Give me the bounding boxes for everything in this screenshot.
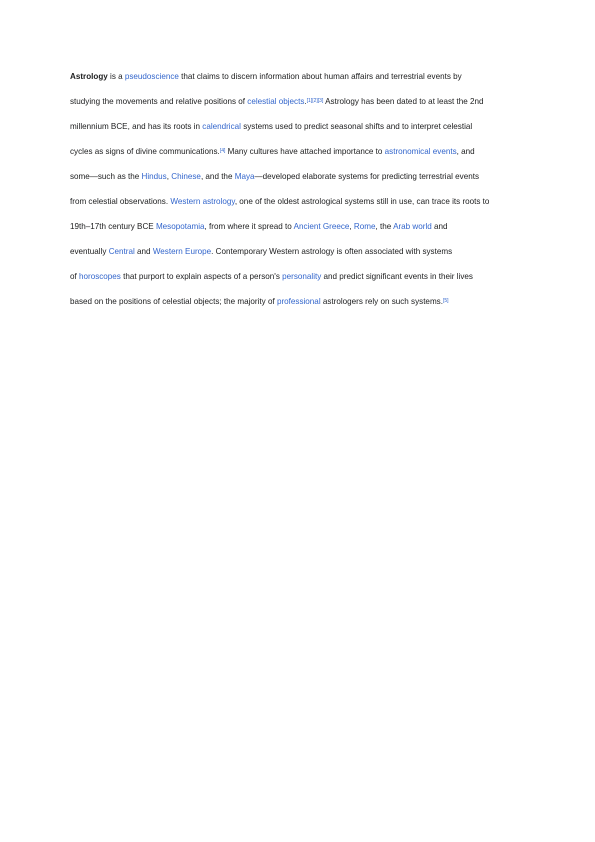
wiki-link[interactable]: Central	[108, 247, 135, 256]
text-segment: that claims to discern information about human affairs and terrestrial events by	[178, 72, 462, 81]
wiki-link[interactable]: calendrical	[202, 122, 241, 131]
text-line	[70, 164, 540, 189]
text-line	[70, 64, 540, 89]
text-segment: cycles as signs of divine communications.	[70, 147, 220, 156]
wiki-link[interactable]: Hindus	[141, 172, 167, 181]
text-segment: Many cultures have attached importance to	[225, 147, 385, 156]
wiki-link[interactable]: Chinese	[171, 172, 201, 181]
text-segment: some—such as the	[70, 172, 142, 181]
text-line	[70, 114, 540, 139]
citation-ref-link[interactable]: [5]	[442, 298, 449, 304]
text-segment: . Contemporary Western astrology is often associated with systems	[211, 247, 453, 256]
wiki-link[interactable]: Rome	[353, 222, 376, 231]
citation-ref	[443, 298, 449, 304]
citation-ref	[307, 98, 324, 104]
wiki-link[interactable]: professional	[276, 297, 321, 306]
text-segment: millennium BCE, and has its roots in	[70, 122, 203, 131]
text-segment: Astrology has been dated to at least the 2nd	[323, 97, 484, 106]
wiki-link[interactable]: personality	[282, 272, 322, 281]
text-segment: systems used to predict seasonal shifts and to interpret celestial	[240, 122, 473, 131]
text-segment: and predict significant events in their lives	[321, 272, 473, 281]
text-segment: , and	[456, 147, 475, 156]
wiki-link[interactable]: Western Europe	[152, 247, 212, 256]
text-line	[70, 189, 540, 214]
citation-ref-link[interactable]: [1][2][3]	[306, 98, 324, 104]
wiki-link[interactable]: horoscopes	[79, 272, 121, 281]
wiki-link[interactable]: celestial objects	[247, 97, 305, 106]
wiki-link[interactable]: astronomical events	[384, 147, 457, 156]
wiki-link[interactable]: Western astrology	[170, 197, 235, 206]
text-segment: , from where it spread to	[204, 222, 294, 231]
text-segment: , one of the oldest astrological systems still in use, can trace its roots to	[234, 197, 490, 206]
text-segment: that purport to explain aspects of a person's	[120, 272, 283, 281]
text-line	[70, 239, 540, 264]
text-segment: 19th–17th century BCE	[70, 222, 156, 231]
article-title-term: Astrology	[70, 72, 108, 81]
wiki-link[interactable]: pseudoscience	[124, 72, 179, 81]
text-line	[70, 89, 540, 114]
text-segment: and	[431, 222, 448, 231]
text-segment: and	[134, 247, 153, 256]
text-segment: ,	[349, 222, 354, 231]
wiki-link[interactable]: Ancient Greece	[293, 222, 350, 231]
text-segment: based on the positions of celestial objects; the majority of	[70, 297, 277, 306]
text-segment: is a	[107, 72, 125, 81]
text-line	[70, 289, 540, 314]
text-line	[70, 214, 540, 239]
text-segment: eventually	[70, 247, 109, 256]
text-segment: .	[304, 97, 307, 106]
text-segment: from celestial observations.	[70, 197, 171, 206]
text-segment: —developed elaborate systems for predicting terrestrial events	[254, 172, 479, 181]
article-paragraph	[70, 64, 540, 314]
text-segment: ,	[166, 172, 172, 181]
text-line	[70, 139, 540, 164]
text-line	[70, 264, 540, 289]
wiki-link[interactable]: Arab world	[393, 222, 432, 231]
citation-ref-link[interactable]: [4]	[219, 148, 226, 154]
wiki-link[interactable]: Maya	[234, 172, 255, 181]
text-segment: of	[70, 272, 79, 281]
text-segment: astrologers rely on such systems.	[320, 297, 443, 306]
text-segment: , the	[375, 222, 394, 231]
text-segment: , and the	[200, 172, 235, 181]
text-segment: studying the movements and relative positions of	[70, 97, 248, 106]
wiki-link[interactable]: Mesopotamia	[155, 222, 205, 231]
